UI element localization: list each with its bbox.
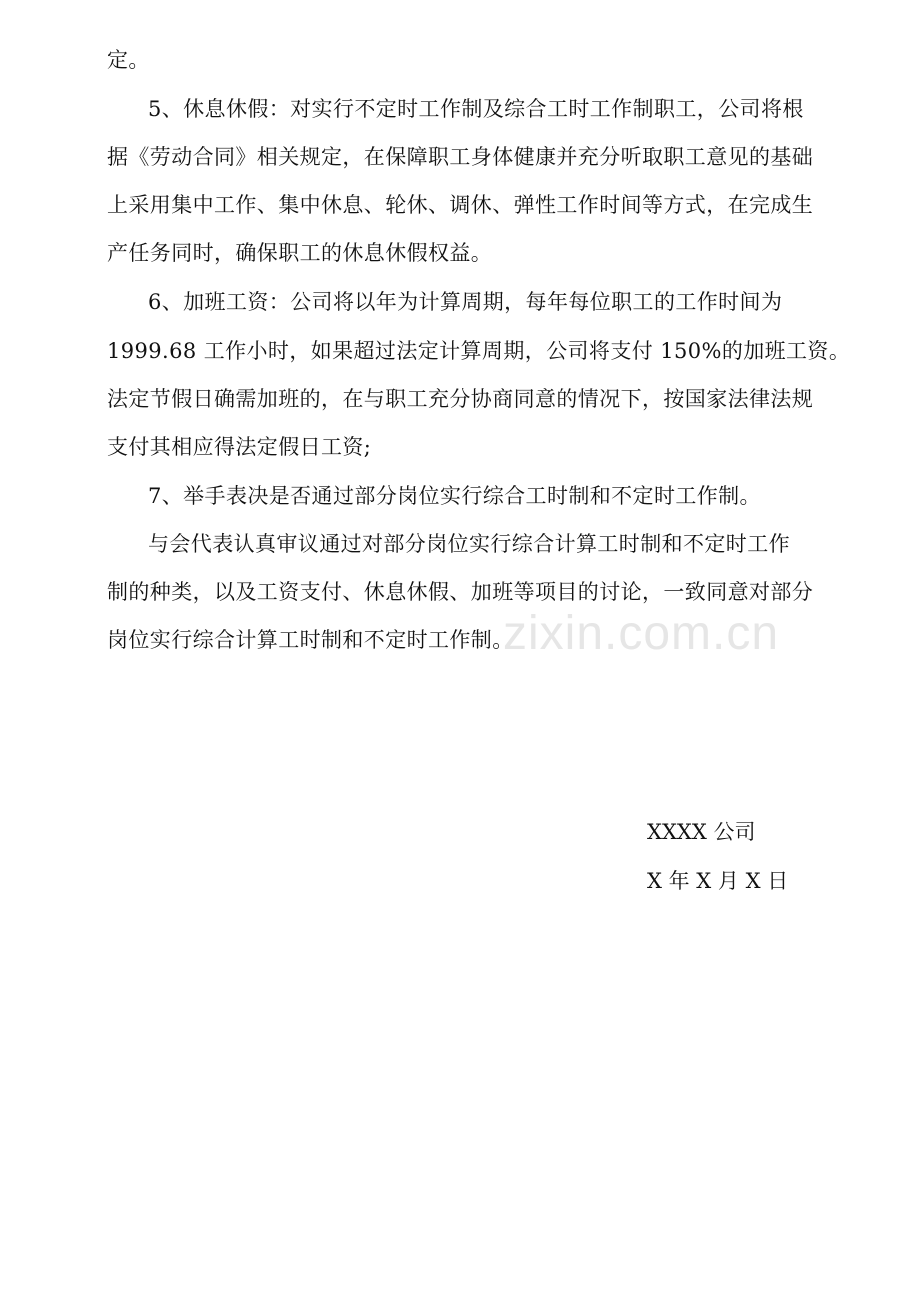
paragraph-line: 据《劳动合同》相关规定，在保障职工身体健康并充分听取职工意见的基础 (107, 145, 814, 169)
paragraph-line: 法定节假日确需加班的，在与职工充分协商同意的情况下，按国家法律法规 (107, 387, 814, 411)
paragraph-line: 1999.68 工作小时，如果超过法定计算周期，公司将支付 150%的加班工资。 (107, 339, 851, 363)
watermark: zixin.com.cn (503, 607, 780, 660)
paragraph-line: 定。 (107, 48, 150, 72)
signature-date: X 年 X 月 X 日 (647, 869, 789, 893)
paragraph-line: 岗位实行综合计算工时制和不定时工作制。 (107, 628, 514, 652)
paragraph-line: 支付其相应得法定假日工资; (107, 435, 372, 459)
paragraph-line: 制的种类，以及工资支付、休息休假、加班等项目的讨论，一致同意对部分 (107, 580, 814, 604)
paragraph-line: 7、举手表决是否通过部分岗位实行综合工时制和不定时工作制。 (148, 484, 761, 508)
paragraph-line: 与会代表认真审议通过对部分岗位实行综合计算工时制和不定时工作 (148, 532, 790, 556)
paragraph-line: 5、休息休假：对实行不定时工作制及综合工时工作制职工，公司将根 (148, 97, 804, 121)
paragraph-line: 上采用集中工作、集中休息、轮休、调休、弹性工作时间等方式，在完成生 (107, 193, 814, 217)
paragraph-line: 产任务同时，确保职工的休息休假权益。 (107, 241, 493, 265)
signature-company: XXXX 公司 (647, 820, 756, 844)
paragraph-line: 6、加班工资：公司将以年为计算周期，每年每位职工的工作时间为 (148, 290, 783, 314)
